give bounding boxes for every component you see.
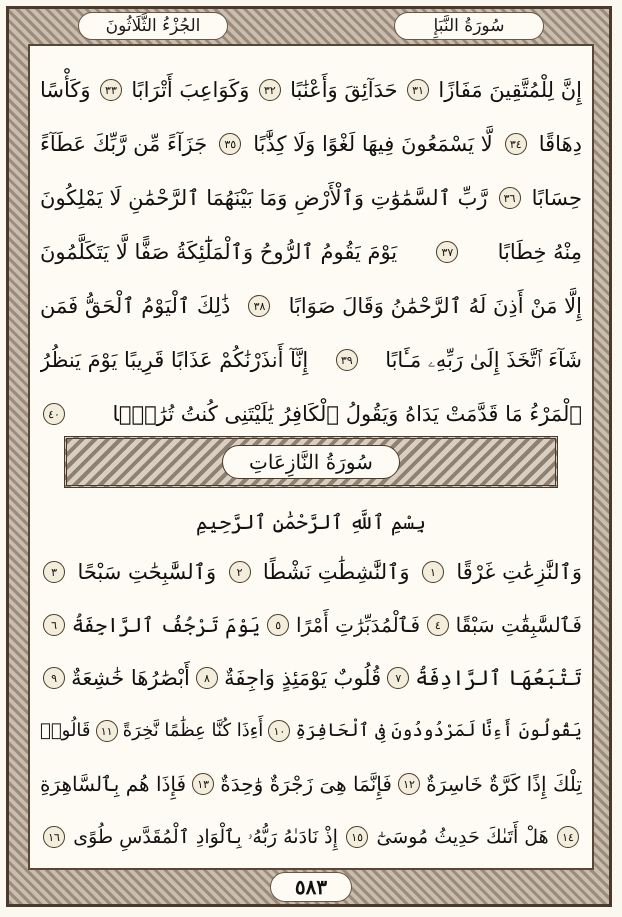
juz-label: الجُزْءُ الثَّلَاثُونَ [78, 12, 228, 40]
verse-line [40, 601, 582, 649]
ayah-number-marker: ١٤ [557, 826, 579, 848]
verse-text: أَءِذَا كُنَّا عِظَٰمًا نَّخِرَةً [122, 720, 264, 741]
verse-text: يَقُولُونَ أَءِنَّا لَمَرْدُودُونَ فِى ٱلْحَافِرَةِ [295, 720, 582, 741]
verse-line [40, 228, 582, 276]
verse-text: فَٱلسَّٰبِقَٰتِ سَبْقًا [455, 613, 582, 637]
verse-text: فَٱلْمُدَبِّرَٰتِ أَمْرًا [295, 613, 421, 637]
verse-text: يَوْمَ تَرْجُفُ ٱلرَّاجِفَةُ [71, 613, 261, 637]
verse-text: فَإِنَّمَا هِىَ زَجْرَةٌ وَٰحِدَةٌ [220, 772, 392, 796]
verse-text: فَإِذَا هُم بِٱلسَّاهِرَةِ [40, 772, 187, 796]
verse-text: إِنَّ لِلْمُتَّقِينَ مَفَازًا [438, 77, 582, 102]
verse-line [40, 654, 582, 702]
verse-text: هَلْ أَتَىٰكَ حَدِيثُ مُوسَىٰٓ [376, 825, 549, 848]
surah-banner [64, 436, 558, 488]
ayah-number-marker: ٤ [427, 614, 449, 636]
surah-banner-title: سُورَةُ النَّازِعَاتِ [222, 445, 400, 479]
verse-text: تَتْبَعُهَا ٱلرَّادِفَةُ [415, 665, 582, 690]
verse-text: رَّبِّ ٱلسَّمَٰوَٰتِ وَٱلْأَرْضِ وَمَا بَيْنَهُمَا ٱلرَّحْمَٰنِ لَا يَمْلِكُونَ [40, 185, 488, 210]
verse-text: قُلُوبٌ يَوْمَئِذٍ وَاجِفَةٌ [224, 665, 382, 690]
verse-text: حَدَآئِقَ وَأَعْنَٰبًا [290, 77, 398, 102]
ayah-number-marker: ٥ [267, 614, 289, 636]
ayah-number-marker: ١٠ [268, 720, 290, 742]
verse-text: وَكَأْسًا [40, 77, 91, 102]
verse-text: مِنْهُ خِطَابًا [497, 239, 582, 264]
surah-label: سُورَةُ النَّبَإِ [394, 12, 544, 40]
ayah-number-marker: ٣٨ [248, 295, 270, 317]
ayah-number-marker: ٣٧ [436, 241, 458, 263]
page-number: ٥٨٣ [270, 872, 352, 902]
verse-text: إِذْ نَادَىٰهُ رَبُّهُۥ بِٱلْوَادِ ٱلْمُقَدَّسِ طُوًى [73, 825, 338, 848]
ayah-number-marker: ١٣ [192, 773, 214, 795]
ayah-number-marker: ١ [422, 561, 444, 583]
ayah-number-marker: ٦ [43, 614, 65, 636]
verse-text: لَّا يَسْمَعُونَ فِيهَا لَغْوًا وَلَا كِذَّٰبًا [253, 131, 493, 156]
verse-text: دِهَاقًا [538, 131, 582, 156]
verse-text: شَآءَ ٱتَّخَذَ إِلَىٰ رَبِّهِۦ مَـَٔابًا [385, 347, 582, 372]
verse-text: حِسَابًا [531, 185, 582, 210]
ayah-number-marker: ٧ [387, 667, 409, 689]
verse-text: أَبْصَٰرُهَا خَٰشِعَةٌ [71, 665, 190, 690]
verse-text: وَٱلسَّٰبِحَٰتِ سَبْحًا [77, 559, 217, 584]
ayah-number-marker: ٣٩ [336, 349, 358, 371]
ayah-number-marker: ١٢ [398, 773, 420, 795]
verse-text: ذَٰلِكَ ٱلْيَوْمُ ٱلْحَقُّ فَمَن [40, 293, 231, 318]
verse-line [40, 707, 582, 755]
verse-text: وَٱلنَّٰشِطَٰتِ نَشْطًا [262, 559, 410, 584]
ayah-number-marker: ٣٣ [100, 79, 122, 101]
verse-text: إِلَّا مَنْ أَذِنَ لَهُ ٱلرَّحْمَٰنُ وَقَالَ صَوَابًا [288, 293, 582, 318]
verse-line [40, 548, 582, 596]
verse-line [40, 760, 582, 808]
verse-line [40, 66, 582, 114]
verse-line [40, 336, 582, 384]
verse-line [40, 120, 582, 168]
ayah-number-marker: ٩ [43, 667, 65, 689]
verse-text: إِنَّآ أَنذَرْنَٰكُمْ عَذَابًا قَرِيبًا يَوْمَ يَنظُرُ [40, 347, 309, 372]
ayah-number-marker: ٣٢ [259, 79, 281, 101]
verse-line [40, 813, 582, 861]
verse-text: تِلْكَ إِذًا كَرَّةٌ خَاسِرَةٌ [426, 772, 582, 796]
verse-text: قَالُوا۟ [40, 720, 91, 741]
ayah-number-marker: ٣ [43, 561, 65, 583]
ayah-number-marker: ٣٤ [505, 133, 527, 155]
ayah-number-marker: ١٦ [43, 826, 65, 848]
verse-text: وَكَوَاعِبَ أَتْرَابًا [131, 77, 250, 102]
ayah-number-marker: ٢ [229, 561, 251, 583]
verse-text: وَٱلنَّٰزِعَٰتِ غَرْقًا [456, 559, 582, 584]
verse-line [40, 390, 582, 438]
basmala: بِسْمِ ٱللَّهِ ٱلرَّحْمَٰنِ ٱلرَّحِيمِ [195, 510, 426, 534]
verse-line [40, 174, 582, 222]
verse-text: جَزَآءً مِّن رَّبِّكَ عَطَآءً [40, 131, 208, 156]
ayah-number-marker: ٣٥ [219, 133, 241, 155]
ayah-number-marker: ١٥ [346, 826, 368, 848]
verse-line [40, 282, 582, 330]
ayah-number-marker: ٤٠ [43, 403, 65, 425]
ayah-number-marker: ٣١ [407, 79, 429, 101]
verse-text: ٱلْمَرْءُ مَا قَدَّمَتْ يَدَاهُ وَيَقُولُ ٱلْكَافِرُ يَٰلَيْتَنِى كُنتُ تُرَٰبًۢا [112, 401, 582, 426]
ayah-number-marker: ٣٦ [499, 187, 521, 209]
verse-text: يَوْمَ يَقُومُ ٱلرُّوحُ وَٱلْمَلَٰٓئِكَةُ صَفًّا لَّا يَتَكَلَّمُونَ [40, 239, 398, 264]
ayah-number-marker: ٨ [196, 667, 218, 689]
ayah-number-marker: ١١ [96, 720, 118, 742]
